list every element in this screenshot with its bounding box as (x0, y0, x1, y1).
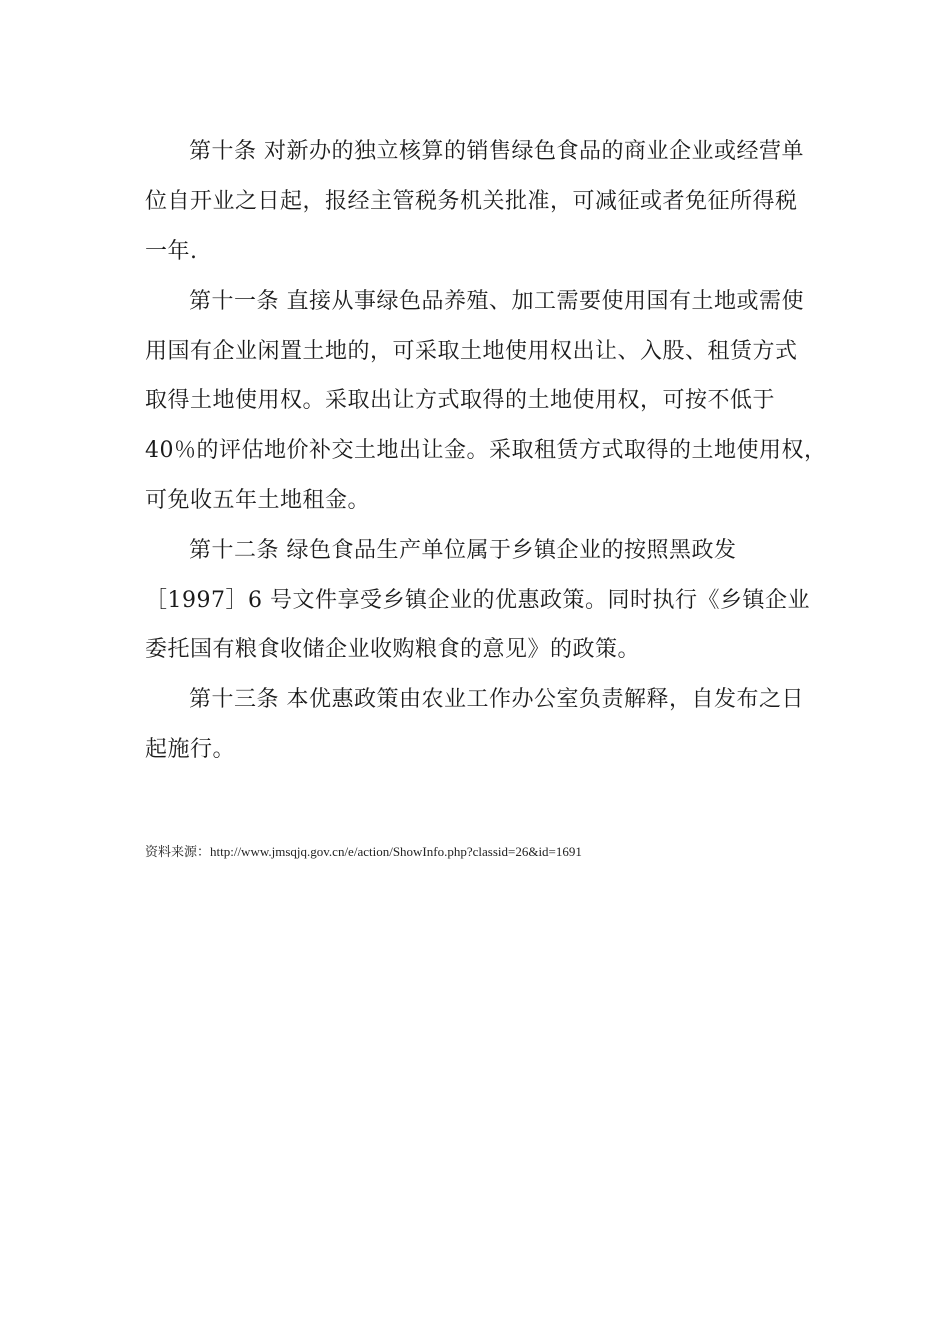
article-12-line-2: ［1997］6 号文件享受乡镇企业的优惠政策。同时执行《乡镇企业 (145, 588, 810, 613)
article-12-line-1: 第十二条 绿色食品生产单位属于乡镇企业的按照黑政发 (189, 538, 737, 563)
article-11-line-1: 第十一条 直接从事绿色品养殖、加工需要使用国有土地或需使 (189, 289, 804, 314)
article-12-line-3: 委托国有粮食收储企业收购粮食的意见》的政策。 (145, 637, 641, 662)
article-11-line-3: 取得土地使用权。采取出让方式取得的土地使用权，可按不低于 (145, 388, 776, 413)
article-10-line-2: 位自开业之日起，报经主管税务机关批准，可减征或者免征所得税 (145, 189, 798, 214)
article-10-line-3: 一年. (145, 239, 198, 264)
article-11-line-4: 40％的评估地价补交土地出让金。采取租赁方式取得的土地使用权， (145, 438, 827, 463)
article-10-line-1: 第十条 对新办的独立核算的销售绿色食品的商业企业或经营单 (189, 139, 804, 164)
article-11-line-2: 用国有企业闲置土地的，可采取土地使用权出让、入股、租赁方式 (145, 339, 798, 364)
article-13-line-2: 起施行。 (145, 737, 236, 762)
article-13-line-1: 第十三条 本优惠政策由农业工作办公室负责解释，自发布之日 (189, 687, 804, 712)
article-11-line-5: 可免收五年土地租金。 (145, 488, 371, 513)
source-footnote: 资料来源：http://www.jmsqjq.gov.cn/e/action/ShowInfo.php?classid=26&id=1691 (145, 844, 582, 859)
